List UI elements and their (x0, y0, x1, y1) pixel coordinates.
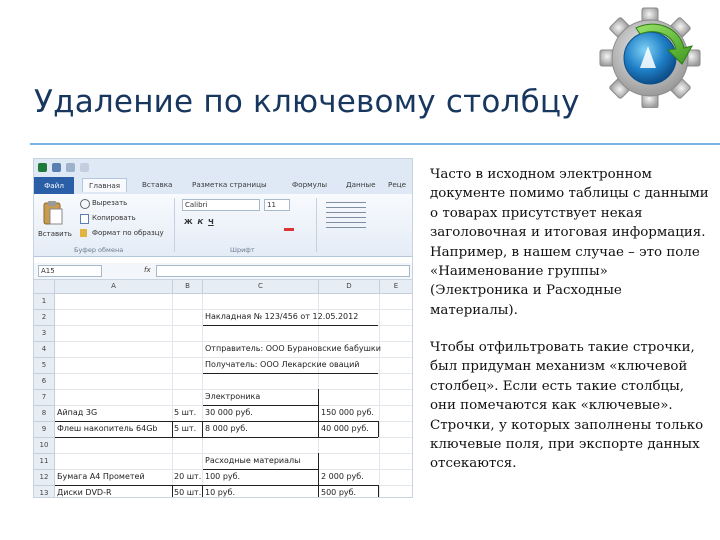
key-column-paragraph: Чтобы отфильтровать такие строчки, был придуман механизм «ключевой столбец». Если есть такие столбцы, они помечаются как «ключевые». Строчки, у которых заполнены только ключевые поля, при экспорте данных отсекаются. (430, 340, 704, 472)
font-color-icon (284, 218, 294, 231)
cell-item-price: 30 000 руб. (205, 408, 253, 417)
formula-input (156, 265, 410, 277)
cell-border (378, 485, 379, 498)
cell-border (318, 389, 319, 437)
cell-border (203, 469, 318, 470)
paste-label: Вставить (38, 230, 72, 238)
cut-icon (80, 199, 90, 209)
cell-item-name: Бумага А4 Прометей (57, 472, 145, 481)
formula-bar (34, 263, 412, 280)
cell-border (378, 421, 379, 437)
excel-icon (38, 163, 47, 172)
row-header: 13 (34, 486, 55, 498)
gridline (55, 357, 412, 358)
cut-label: Вырезать (92, 199, 128, 207)
cell-item-total: 500 руб. (321, 488, 357, 497)
cell-group-supplies: Расходные материалы (205, 456, 301, 465)
save-icon (52, 163, 61, 172)
cell-item-name: Диски DVD-R (57, 488, 112, 497)
gridline (55, 341, 412, 342)
tab-insert: Вставка (142, 180, 173, 189)
gear-refresh-icon (598, 4, 704, 108)
cell-group-electronics: Электроника (205, 392, 261, 401)
column-header-a: A (55, 280, 173, 294)
gridline (55, 453, 412, 454)
row-header: 5 (34, 358, 55, 374)
cell-border (203, 373, 378, 374)
undo-icon (66, 163, 75, 172)
title-divider (30, 143, 720, 145)
row-header: 4 (34, 342, 55, 358)
tab-page-layout: Разметка страницы (192, 180, 267, 189)
cell-item-name: Айпад 3G (57, 408, 98, 417)
row-header: 9 (34, 422, 55, 438)
cell-item-qty: 50 шт. (174, 488, 202, 497)
tab-home: Главная (82, 178, 127, 192)
description-paragraph: Часто в исходном электронном документе помимо таблицы с данными о товарах присутствует некая заголовочная и итоговая информация. Например, в нашем случае – это поле «Наименование группы» (Электроника и Расходные материалы). (430, 167, 709, 318)
gridline (172, 294, 173, 498)
ribbon (34, 194, 412, 257)
cell-item-qty: 5 шт. (174, 408, 197, 417)
group-separator (174, 198, 175, 252)
font-size-box: 11 (264, 199, 290, 211)
cell-item-total: 2 000 руб. (321, 472, 364, 481)
cell-border (55, 485, 378, 486)
row-header: 8 (34, 406, 55, 422)
row-header: 12 (34, 470, 55, 486)
row-header: 6 (34, 374, 55, 390)
column-header-b: B (173, 280, 203, 294)
cell-border (202, 421, 203, 437)
cell-sender: Отправитель: ООО Бурановские бабушки (205, 344, 381, 353)
tab-formulas: Формулы (292, 180, 328, 189)
name-box: A15 (38, 265, 102, 277)
quick-access-toolbar (34, 159, 412, 177)
row-header: 7 (34, 390, 55, 406)
gridline (379, 294, 380, 498)
column-header-d: D (319, 280, 380, 294)
redo-icon (80, 163, 89, 172)
cell-border (55, 421, 378, 422)
cell-item-price: 100 руб. (205, 472, 241, 481)
font-group-label: Шрифт (230, 246, 255, 254)
gridline (55, 389, 412, 390)
brush-icon (80, 229, 87, 237)
cell-border (318, 453, 319, 498)
column-header-c: C (203, 280, 319, 294)
slide-title: Удаление по ключевому столбцу (34, 84, 580, 120)
paste-icon (42, 200, 64, 226)
align-icons (326, 202, 366, 228)
column-header-e: E (380, 280, 413, 294)
row-header: 10 (34, 438, 55, 454)
cell-border (202, 485, 203, 498)
cell-receiver: Получатель: ООО Лекарские оваций (205, 360, 360, 369)
tab-file: Файл (34, 177, 74, 194)
cell-invoice-header: Накладная № 123/456 от 12.05.2012 (205, 312, 359, 321)
fx-label: fx (144, 266, 151, 274)
format-painter-label: Формат по образцу (92, 229, 164, 237)
cell-border (172, 421, 173, 437)
cell-border (55, 437, 378, 438)
row-header: 3 (34, 326, 55, 342)
font-style-buttons: Ж К Ч (184, 218, 214, 226)
copy-icon (80, 214, 89, 224)
row-header: 11 (34, 454, 55, 470)
corner-cell (34, 280, 55, 294)
cell-item-qty: 5 шт. (174, 424, 197, 433)
gridline (55, 309, 412, 310)
row-header: 2 (34, 310, 55, 326)
ribbon-tabs (34, 177, 412, 194)
cell-item-price: 8 000 руб. (205, 424, 248, 433)
cell-border (203, 405, 318, 406)
cell-item-name: Флеш накопитель 64Gb (57, 424, 158, 433)
font-name-box: Calibri (182, 199, 260, 211)
clipboard-group-label: Буфер обмена (74, 246, 124, 254)
row-header: 1 (34, 294, 55, 310)
tab-review: Реце (388, 180, 407, 189)
cell-item-total: 40 000 руб. (321, 424, 369, 433)
cell-item-qty: 20 шт. (174, 472, 202, 481)
cell-item-price: 10 руб. (205, 488, 236, 497)
cell-item-total: 150 000 руб. (321, 408, 374, 417)
group-separator (316, 198, 317, 252)
cell-border (203, 325, 378, 326)
excel-screenshot (33, 158, 413, 498)
tab-data: Данные (346, 180, 376, 189)
copy-label: Копировать (92, 214, 136, 222)
cell-border (172, 485, 173, 498)
